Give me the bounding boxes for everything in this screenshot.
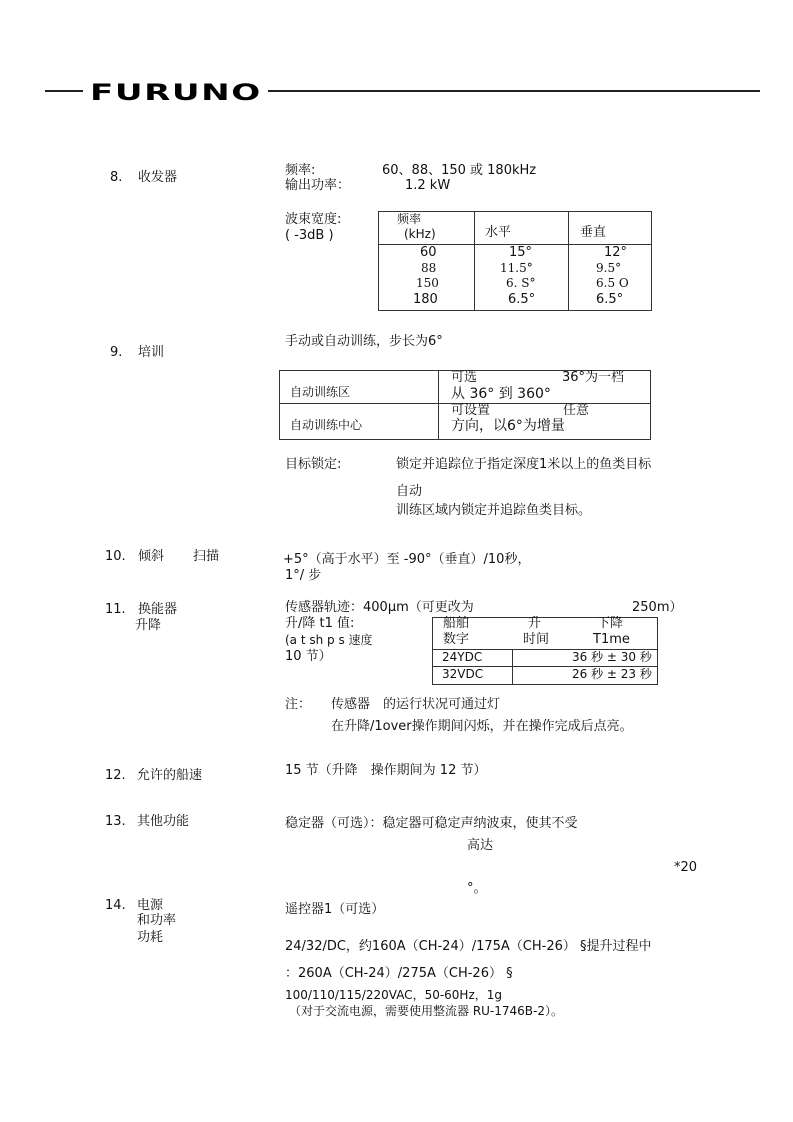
lift-table-head-up: 升: [528, 616, 542, 631]
sec13-text2: 高达: [467, 838, 494, 853]
sec14-ac: 100/110/115/220VAC，50-60Hz，1g: [285, 988, 503, 1002]
sec9-title: 培训: [138, 345, 165, 360]
lift-row1-time: 36 秒 ± 30 秒: [572, 650, 652, 664]
sec13-title: 其他功能: [137, 814, 190, 829]
sec9-lock-text: 锁定并追踪位于指定深度1米以上的鱼类目标: [396, 457, 652, 472]
lift-table-head-time: 时间: [523, 632, 550, 647]
sec11-lift-sub2: 10 节）: [285, 649, 332, 664]
sec8-power-label: 输出功率：: [285, 178, 351, 193]
training-row1-a: 可选: [451, 370, 478, 385]
sec13-number: 13.: [105, 814, 126, 829]
sec9-intro: 手动或自动训练，步长为6°: [285, 334, 443, 349]
lift-row2-time: 26 秒 ± 23 秒: [572, 667, 652, 681]
sec11-title-a: 换能器: [138, 602, 178, 617]
beam-table-head-horiz: 水平: [485, 225, 512, 240]
beam-row2-freq: 88: [421, 261, 437, 275]
beam-row4-horiz: 6.5°: [508, 292, 536, 307]
beam-row1-horiz: 15°: [509, 245, 533, 260]
beam-row4-freq: 180: [413, 292, 438, 307]
sec14-number: 14.: [105, 898, 126, 913]
sec11-note-2: 在升降/1over操作期间闪烁，并在操作完成后点亮。: [331, 719, 633, 734]
beam-row4-vert: 6.5°: [596, 292, 624, 307]
sec10-line2: 1°/ 步: [285, 568, 322, 583]
sec14-ac-note: （对于交流电源，需要使用整流器 RU-1746B-2）。: [289, 1004, 564, 1018]
header-rule-right: [268, 90, 760, 92]
sec11-note-1: 传感器 的运行状况可通过灯: [331, 697, 501, 712]
sec8-bw-label: 波束宽度:: [285, 212, 342, 227]
furuno-logo: FURUNO: [90, 81, 262, 106]
sec14-dc: 24/32/DC，约160A（CH-24）/175A（CH-26） §提升过程中: [285, 939, 652, 954]
sec9-auto-text: 训练区域内锁定并追踪鱼类目标。: [396, 503, 592, 518]
sec8-number: 8.: [110, 170, 123, 185]
sec8-freq-label: 频率:: [285, 163, 316, 178]
sec8-power-value: 1.2 kW: [405, 178, 451, 193]
sec11-lift-sub1: (a t sh p s 速度: [285, 633, 373, 647]
sec12-number: 12.: [105, 768, 126, 783]
training-row1-b: 36°为一档: [562, 370, 625, 385]
training-row1-c: 从 36° 到 360°: [451, 386, 551, 402]
beam-row1-freq: 60: [420, 245, 437, 260]
sec13-text3: *20: [674, 860, 698, 875]
lift-row2-ship: 32VDC: [442, 667, 484, 681]
lift-table-head-number: 数字: [443, 632, 470, 647]
sec14-title-b: 和功率: [137, 913, 177, 928]
sec9-auto-label: 自动: [396, 484, 423, 499]
training-row2-a: 可设置: [451, 403, 491, 418]
beam-table-head-unit: (kHz): [404, 227, 436, 241]
sec9-number: 9.: [110, 345, 123, 360]
beam-row3-vert: 6.5 O: [596, 276, 629, 290]
lift-table-head-t1me: T1me: [593, 632, 630, 647]
sec14-dc2: ：260A（CH-24）/275A（CH-26） §: [285, 966, 513, 981]
sec14-title-c: 功耗: [137, 930, 164, 945]
training-row2-label: 自动训练中心: [290, 418, 363, 432]
beam-row3-horiz: 6. S°: [506, 276, 536, 290]
sec10-title-a: 倾斜: [138, 549, 165, 564]
sec11-travel: 传感器轨迹：400µm（可更改为: [285, 600, 474, 615]
sec12-text: 15 节（升降 操作期间为 12 节）: [285, 763, 487, 778]
sec8-title: 收发器: [138, 170, 178, 185]
sec14-title-a: 电源: [137, 898, 164, 913]
beam-row3-freq: 150: [416, 276, 439, 290]
sec11-note-label: 注：: [285, 697, 312, 712]
lift-table-head-ship: 船舶: [443, 616, 470, 631]
training-row2-c: 方向，以6°为增量: [451, 418, 565, 434]
sec13-text: 稳定器（可选）：稳定器可稳定声纳波束，使其不受: [285, 816, 578, 831]
beam-table-head-vert: 垂直: [580, 225, 607, 240]
sec10-title-b: 扫描: [193, 549, 220, 564]
sec11-number: 11.: [105, 602, 126, 617]
beam-table-head-freq: 频率: [397, 212, 422, 226]
sec11-title-b: 升降: [135, 618, 162, 633]
training-row1-label: 自动训练区: [290, 385, 351, 399]
training-row2-b: 任意: [563, 403, 590, 418]
sec12-title: 允许的船速: [137, 768, 203, 783]
header-rule-left: [45, 90, 83, 92]
sec11-lift-label: 升/降 t1 值:: [285, 616, 355, 631]
beam-row2-horiz: 11.5°: [500, 261, 533, 275]
sec13-text4: °。: [467, 881, 487, 896]
beam-row2-vert: 9.5°: [596, 261, 622, 275]
lift-table-head-down: 下降: [597, 616, 624, 631]
sec8-freq-value: 60、88、150 或 180kHz: [382, 163, 537, 178]
beam-row1-vert: 12°: [604, 245, 628, 260]
sec14-remote: 遥控器1（可选）: [285, 902, 385, 917]
sec8-bw-sub: ( -3dB ): [285, 228, 334, 243]
sec11-travel-end: 250m）: [632, 600, 683, 615]
sec9-lock-label: 目标锁定:: [285, 457, 342, 472]
sec10-line1: +5°（高于水平）至 -90°（垂直）/10秒，: [283, 552, 531, 567]
sec10-number: 10.: [105, 549, 126, 564]
lift-row1-ship: 24YDC: [442, 650, 483, 664]
